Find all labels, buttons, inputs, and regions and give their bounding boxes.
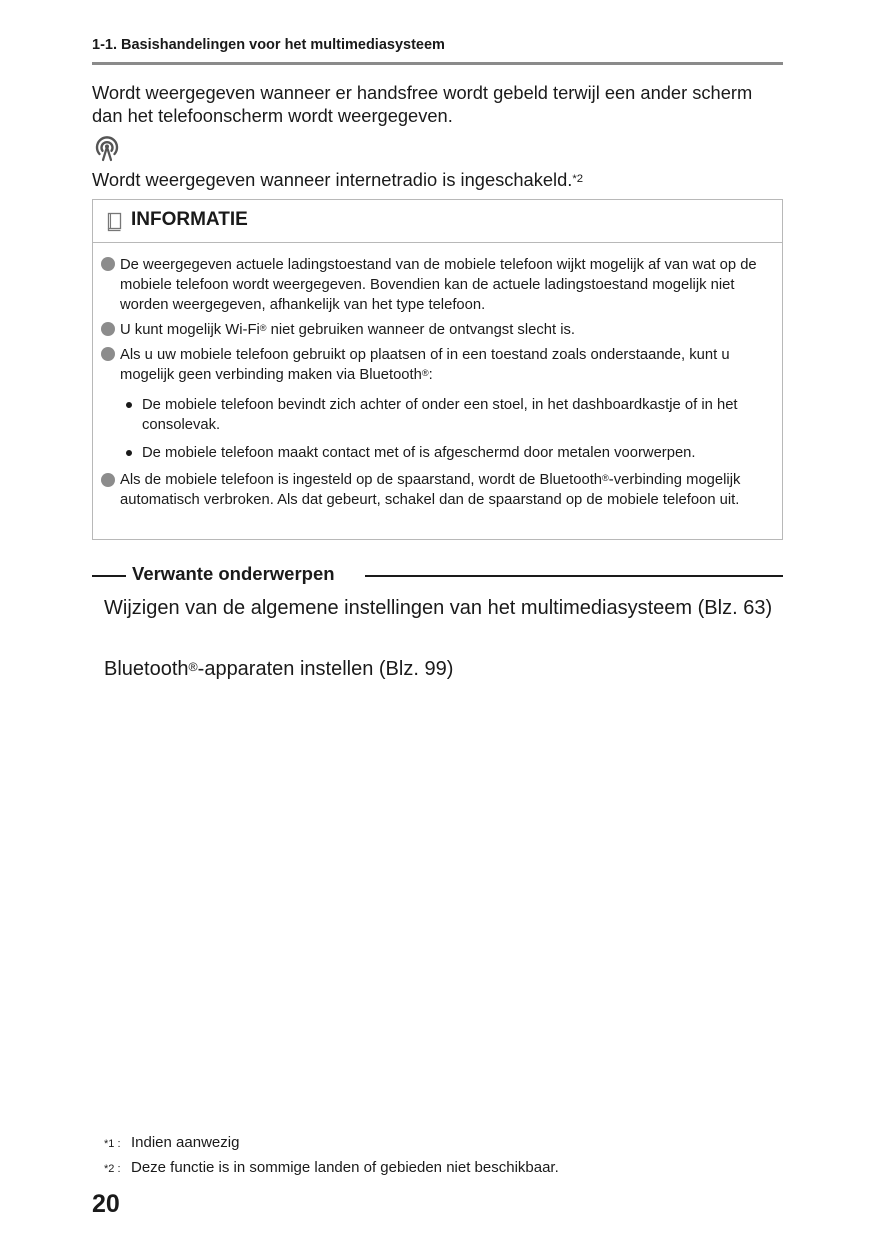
related-title: Verwante onderwerpen bbox=[132, 563, 335, 584]
item-text: U kunt mogelijk Wi-Fi bbox=[120, 322, 260, 338]
section-header: 1-1. Basishandelingen voor het multimediasysteem bbox=[92, 37, 445, 53]
info-item bbox=[120, 320, 765, 340]
footnote-mark: *1 : bbox=[104, 1138, 121, 1150]
footnote-mark: *2 : bbox=[104, 1163, 121, 1175]
info-item bbox=[120, 345, 765, 385]
related-rule-right bbox=[365, 575, 783, 577]
registered-mark: ® bbox=[259, 322, 267, 333]
footnote-text: Deze functie is in sommige landen of gebieden niet beschikbaar. bbox=[131, 1159, 559, 1176]
related-rule-left bbox=[92, 575, 126, 577]
item-text: Als u uw mobiele telefoon gebruikt op plaatsen of in een toestand zoals onderstaande, kunt u mogelijk geen verbinding maken via Bluetooth bbox=[120, 347, 730, 383]
related-link-settings[interactable]: Wijzigen van de algemene instellingen van het multimediasysteem (Blz. 63) bbox=[104, 597, 773, 619]
footnote-text: Indien aanwezig bbox=[131, 1134, 240, 1151]
page-number: 20 bbox=[92, 1190, 120, 1218]
sub-bullet-dot bbox=[126, 402, 132, 408]
header-rule bbox=[92, 62, 783, 65]
bullet-circle bbox=[101, 257, 115, 271]
info-item: De weergegeven actuele ladingstoestand van de mobiele telefoon wijkt mogelijk af van wat op de mobiele telefoon wordt weergegeven. Bovendien kan de actuele ladingstoestand mogelijk niet worden weergegeven, afhankelijk van het type telefoon. bbox=[120, 257, 757, 313]
internet-radio-icon bbox=[92, 133, 122, 163]
footnote bbox=[104, 1134, 239, 1151]
info-subitem: De mobiele telefoon maakt contact met of is afgeschermd door metalen voorwerpen. bbox=[142, 445, 696, 461]
radio-text: Wordt weergegeven wanneer internetradio is ingeschakeld. bbox=[92, 169, 573, 190]
footnote bbox=[104, 1159, 559, 1176]
information-box bbox=[92, 199, 783, 540]
item-text: -verbinding mogelijk automatisch verbroken. Als dat gebeurt, schakel dan de spaarstand op de mobiele telefoon uit. bbox=[120, 472, 741, 508]
bullet-circle bbox=[101, 347, 115, 361]
info-subitem: De mobiele telefoon bevindt zich achter of onder een stoel, in het dashboardkastje of in het consolevak. bbox=[142, 397, 738, 433]
registered-mark: ® bbox=[602, 472, 609, 483]
bullet-circle bbox=[101, 322, 115, 336]
link-text: -apparaten instellen (Blz. 99) bbox=[197, 658, 454, 680]
information-header bbox=[93, 200, 782, 243]
info-item bbox=[120, 470, 765, 510]
sub-bullet-dot bbox=[126, 450, 132, 456]
registered-mark: ® bbox=[421, 367, 429, 378]
radio-description bbox=[92, 168, 782, 191]
registered-mark: ® bbox=[188, 659, 198, 674]
handsfree-description: Wordt weergegeven wanneer er handsfree wordt gebeld terwijl een ander scherm dan het telefoonscherm wordt weergegeven. bbox=[92, 82, 753, 126]
bullet-circle bbox=[101, 473, 115, 487]
information-title: INFORMATIE bbox=[131, 209, 248, 230]
footnote-ref: *2 bbox=[572, 173, 584, 186]
book-icon bbox=[106, 212, 124, 237]
link-text: Bluetooth bbox=[104, 658, 189, 680]
related-link-bluetooth[interactable] bbox=[104, 657, 779, 682]
item-text: Als de mobiele telefoon is ingesteld op de spaarstand, wordt de Bluetooth bbox=[120, 472, 603, 488]
item-text: : bbox=[428, 367, 433, 383]
item-text: niet gebruiken wanneer de ontvangst slecht is. bbox=[266, 322, 575, 338]
